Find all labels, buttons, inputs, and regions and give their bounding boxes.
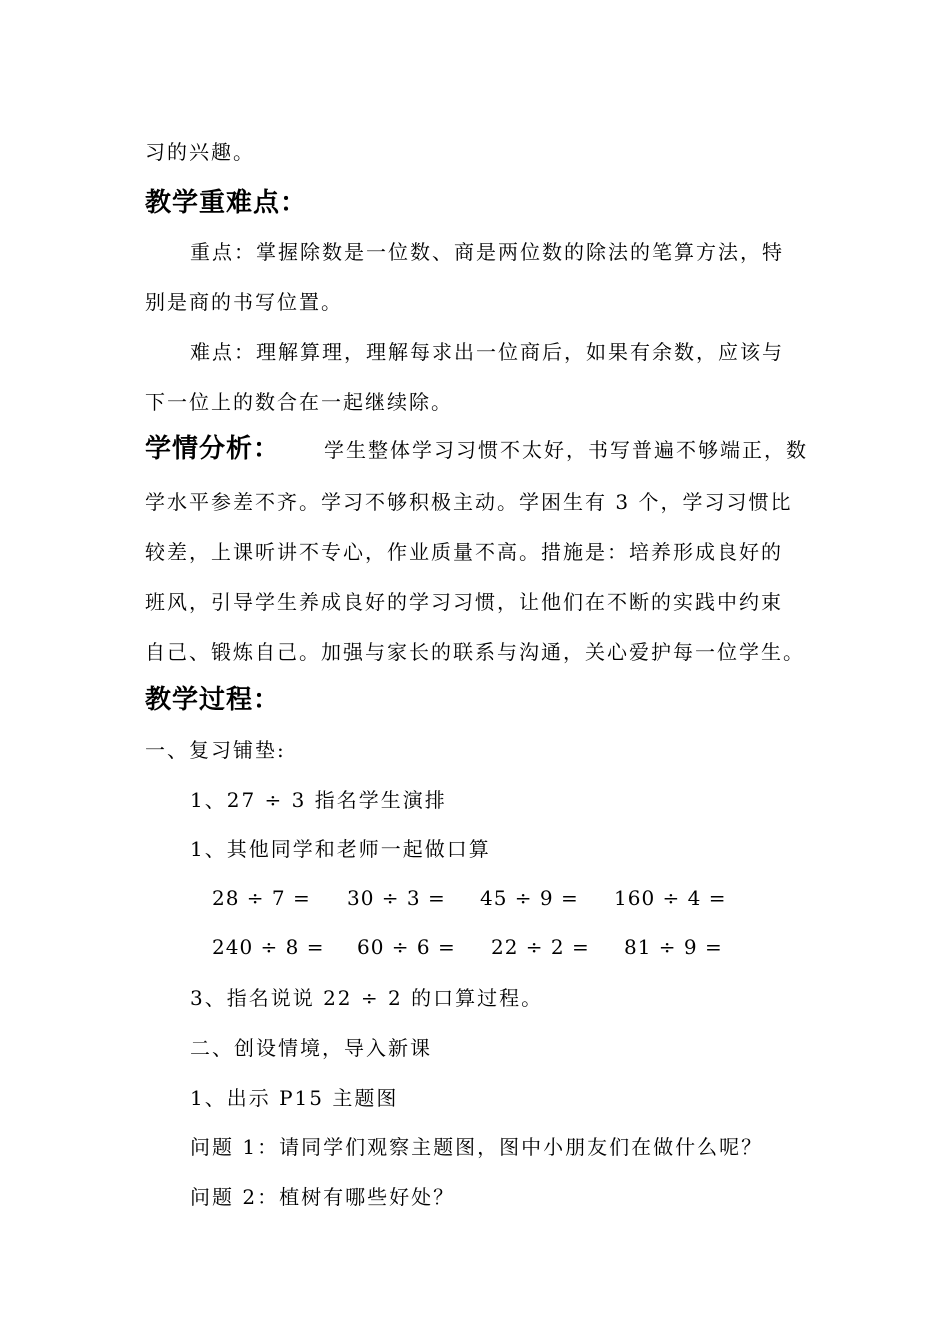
calc-item: 22 ÷ 2 = (491, 935, 590, 959)
calc-item: 45 ÷ 9 = (480, 886, 579, 910)
text-line: 重点：掌握除数是一位数、商是两位数的除法的笔算方法，特 (190, 240, 784, 264)
calc-item: 160 ÷ 4 = (614, 886, 727, 910)
text-span: 学生整体学习习惯不太好，书写普遍不够端正，数 (324, 438, 809, 462)
section-heading-student-analysis: 学情分析： (145, 434, 281, 464)
section-heading-process: 教学过程： (145, 685, 281, 715)
text-line: 别是商的书写位置。 (145, 290, 343, 314)
text-line: 一、复习铺垫: (145, 738, 286, 762)
text-line: 学水平参差不齐。学习不够积极主动。学困生有 3 个，学习习惯比 (145, 490, 793, 514)
calc-item: 240 ÷ 8 = (212, 935, 325, 959)
calc-item: 28 ÷ 7 = (212, 886, 311, 910)
text-line: 较差，上课听讲不专心，作业质量不高。措施是：培养形成良好的 (145, 540, 783, 564)
text-line: 1、其他同学和老师一起做口算 (190, 837, 491, 861)
section-heading-key-points: 教学重难点： (145, 188, 308, 218)
text-line: 自己、锻炼自己。加强与家长的联系与沟通，关心爱护每一位学生。 (145, 640, 805, 664)
student-analysis-line (145, 436, 808, 463)
text-line: 3、指名说说 22 ÷ 2 的口算过程。 (190, 986, 544, 1010)
text-line: 问题 2：植树有哪些好处？ (190, 1185, 456, 1209)
text-line: 班风，引导学生养成良好的学习习惯，让他们在不断的实践中约束 (145, 590, 783, 614)
calc-item: 81 ÷ 9 = (624, 935, 723, 959)
text-line: 二、创设情境，导入新课 (190, 1036, 432, 1060)
calc-item: 30 ÷ 3 = (347, 886, 446, 910)
text-line: 1、出示 P15 主题图 (190, 1086, 399, 1110)
text-line: 难点：理解算理，理解每求出一位商后，如果有余数，应该与 (190, 340, 784, 364)
text-line: 下一位上的数合在一起继续除。 (145, 390, 453, 414)
text-line: 问题 1：请同学们观察主题图，图中小朋友们在做什么呢？ (190, 1135, 764, 1159)
calc-item: 60 ÷ 6 = (357, 935, 456, 959)
text-line: 习的兴趣。 (145, 140, 255, 164)
text-line: 1、27 ÷ 3 指名学生演排 (190, 788, 447, 812)
